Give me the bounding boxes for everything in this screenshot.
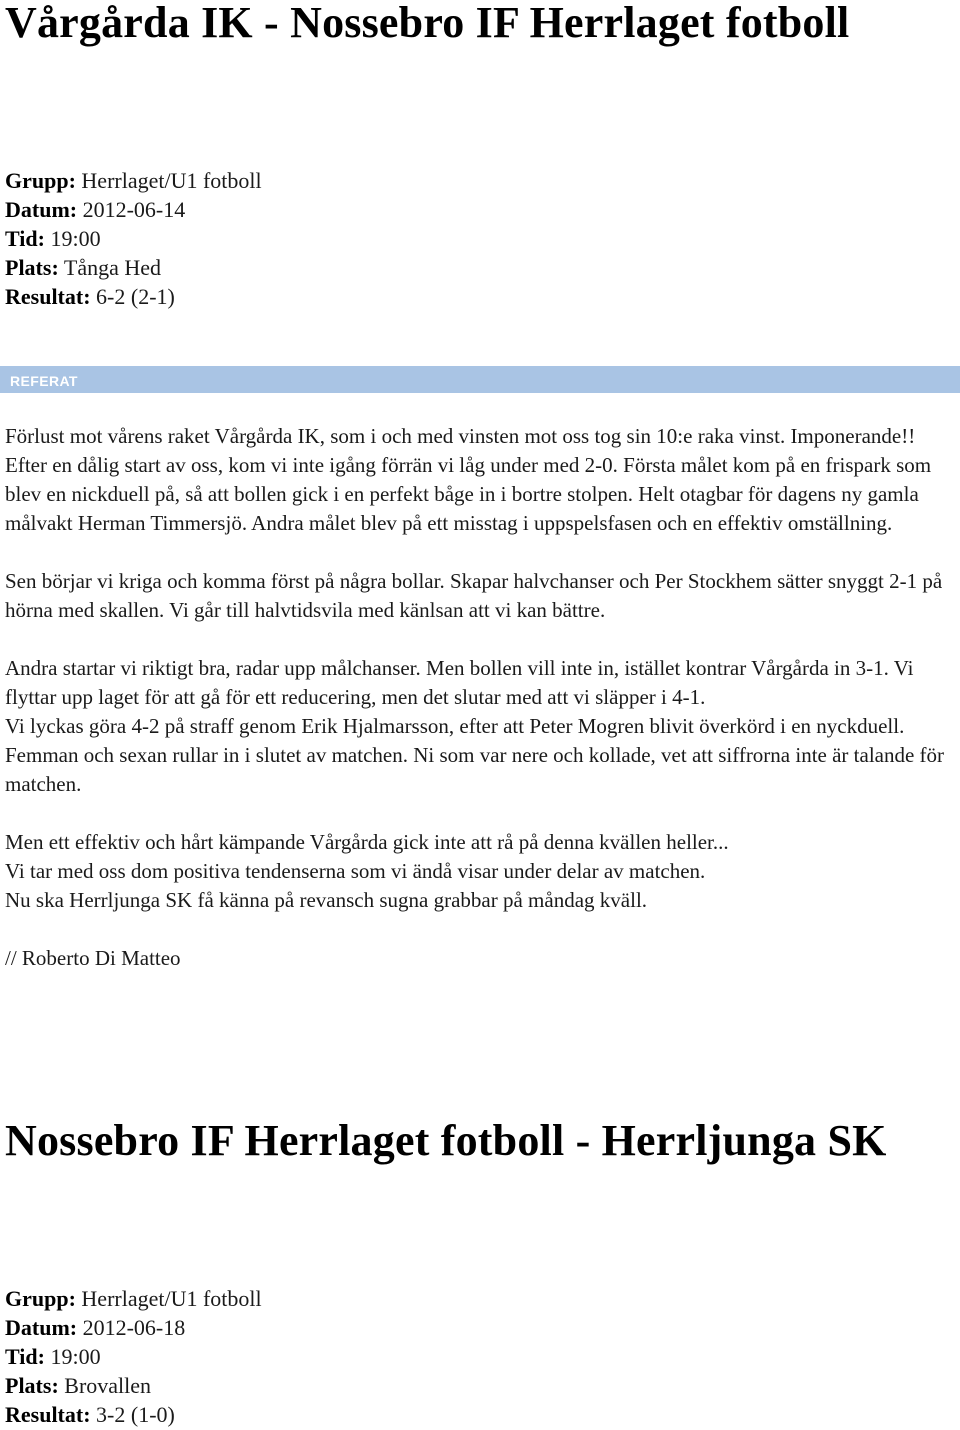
paragraph-gap xyxy=(5,915,955,944)
meta-grupp-value: Herrlaget/U1 fotboll xyxy=(81,1286,262,1311)
meta-plats-value: Brovallen xyxy=(64,1373,152,1398)
meta-datum-value: 2012-06-14 xyxy=(82,197,186,222)
referat-header-label: REFERAT xyxy=(10,373,78,389)
meta-datum-value: 2012-06-18 xyxy=(82,1315,186,1340)
paragraph-gap xyxy=(5,799,955,828)
report-paragraph: Nu ska Herrljunga SK få känna på revansch sugna grabbar på måndag kväll. xyxy=(5,888,648,912)
meta-resultat-value: 6-2 (2-1) xyxy=(96,284,175,309)
meta-tid-label: Tid: xyxy=(5,1344,45,1369)
meta-plats xyxy=(5,253,605,282)
report-paragraph: Förlust mot vårens raket Vårgårda IK, som i och med vinsten mot oss tog sin 10:e raka vinst. Imponerande!! Efter en dålig start av oss, kom vi inte igång förrän vi låg under med 2-0. Första målet kom på en frispark som blev en nickduell på, så att bollen gick i en perfekt båge in i bortre stolpen. Helt otagbar för dagens ny gamla målvakt Herman Timmersjö. Andra målet blev på ett misstag i uppspelsfasen och en effektiv omställning. xyxy=(5,424,932,535)
meta-tid-value: 19:00 xyxy=(50,1344,101,1369)
report-paragraph: Andra startar vi riktigt bra, radar upp målchanser. Men bollen vill inte in, istället kontrar Vårgårda in 3-1. Vi flyttar upp laget för att gå för ett reducering, men det slutar med att vi släpper i 4-1. xyxy=(5,656,914,709)
meta-grupp-value: Herrlaget/U1 fotboll xyxy=(81,168,262,193)
meta-grupp-label: Grupp: xyxy=(5,168,76,193)
meta-grupp xyxy=(5,166,605,195)
meta-datum xyxy=(5,1313,605,1342)
meta-plats xyxy=(5,1371,605,1400)
meta-tid-value: 19:00 xyxy=(50,226,101,251)
meta-grupp xyxy=(5,1284,605,1313)
meta-resultat-label: Resultat: xyxy=(5,284,91,309)
meta-grupp-label: Grupp: xyxy=(5,1286,76,1311)
meta-resultat xyxy=(5,1400,605,1429)
meta-tid-label: Tid: xyxy=(5,226,45,251)
meta-resultat-value: 3-2 (1-0) xyxy=(96,1402,175,1427)
meta-resultat-label: Resultat: xyxy=(5,1402,91,1427)
meta-plats-label: Plats: xyxy=(5,1373,59,1398)
match-title: Nossebro IF Herrlaget fotboll - Herrljunga SK xyxy=(5,1116,887,1165)
referat-header xyxy=(0,366,960,393)
meta-datum xyxy=(5,195,605,224)
meta-resultat xyxy=(5,282,605,311)
paragraph-gap xyxy=(5,625,955,654)
meta-datum-label: Datum: xyxy=(5,197,78,222)
meta-plats-value: Tånga Hed xyxy=(63,255,161,280)
paragraph-gap xyxy=(5,538,955,567)
meta-datum-label: Datum: xyxy=(5,1315,78,1340)
report-paragraph: Vi tar med oss dom positiva tendenserna som vi ändå visar under delar av matchen. xyxy=(5,859,706,883)
report-paragraph: Men ett effektiv och hårt kämpande Vårgårda gick inte att rå på denna kvällen heller... xyxy=(5,830,729,854)
meta-tid xyxy=(5,224,605,253)
match-title: Vårgårda IK - Nossebro IF Herrlaget fotboll xyxy=(5,0,850,47)
meta-tid xyxy=(5,1342,605,1371)
match-meta xyxy=(5,1284,605,1429)
match-meta xyxy=(5,166,605,311)
report-paragraph: Vi lyckas göra 4-2 på straff genom Erik Hjalmarsson, efter att Peter Mogren blivit överkörd i en nyckduell. Femman och sexan rullar in i slutet av matchen. Ni som var nere och kollade, vet att siffrorna inte är talande för matchen. xyxy=(5,714,945,796)
meta-plats-label: Plats: xyxy=(5,255,59,280)
report-paragraph: Sen börjar vi kriga och komma först på några bollar. Skapar halvchanser och Per Stockhem sätter snyggt 2-1 på hörna med skallen. Vi går till halvtidsvila med känlsan att vi kan bättre. xyxy=(5,569,943,622)
match-report xyxy=(5,422,955,973)
report-signature: // Roberto Di Matteo xyxy=(5,946,181,970)
